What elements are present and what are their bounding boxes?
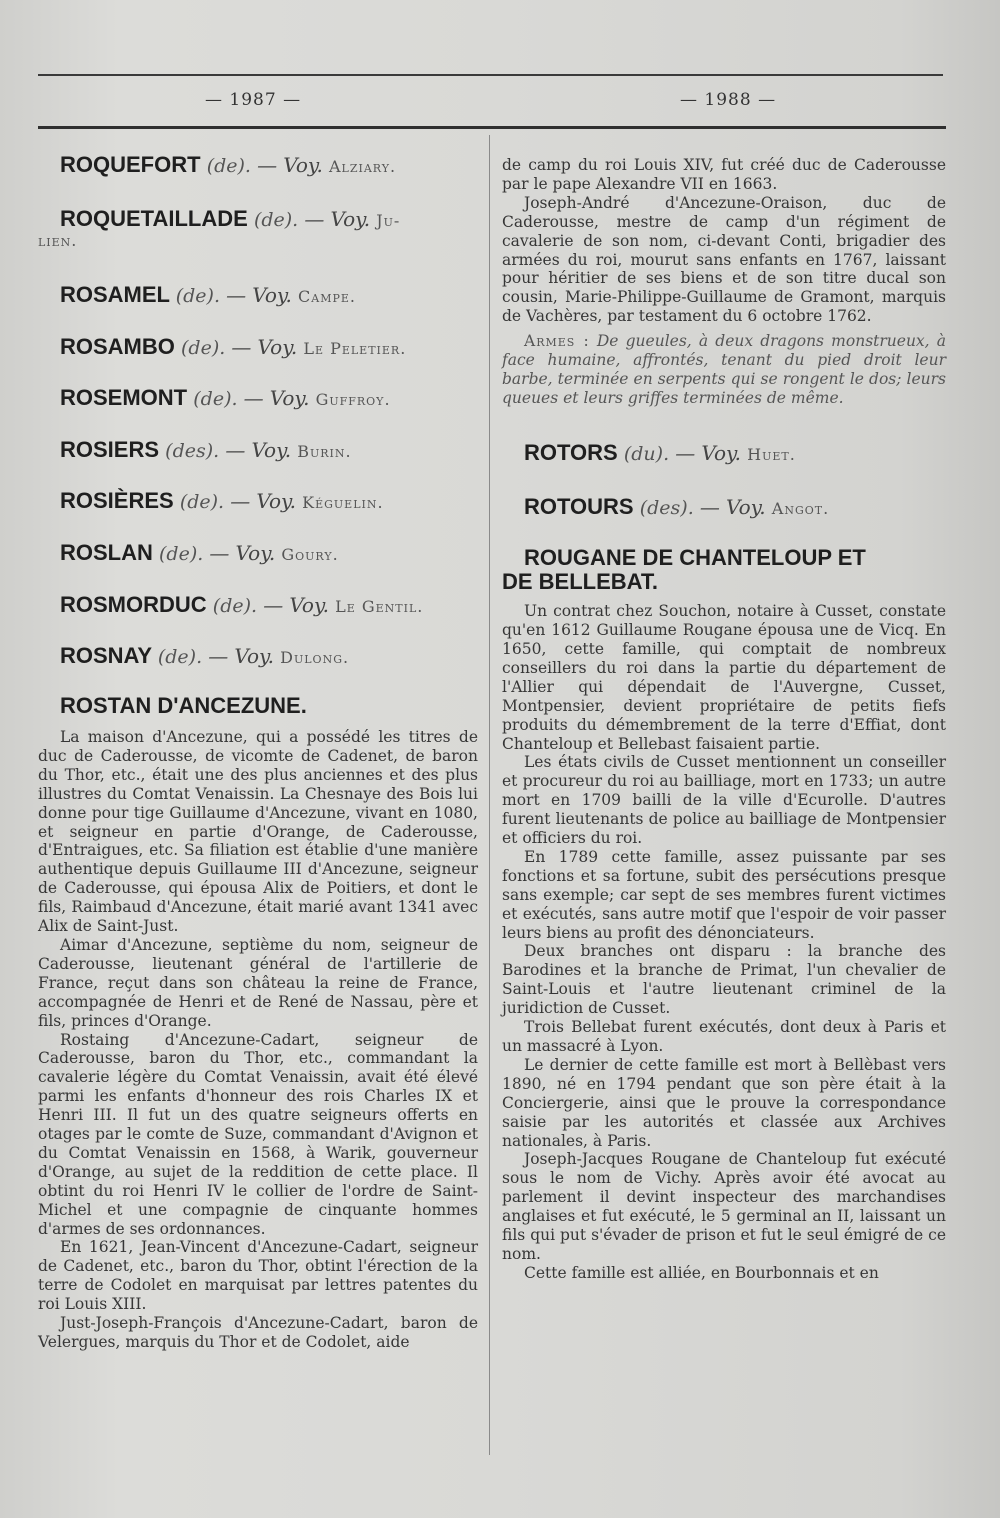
- entry-roquefort: ROQUEFORT (de). — Voy. Alziary.: [60, 152, 397, 177]
- rougane-paragraph: Les états civils de Cusset mentionnent un conseiller et procureur du roi au bailliage, mort en 1733; un autre mort en 1709 bailli de la ville d'Ecurolle. D'autres furent lieutenants de police au bailliage de Montpensier et officiers du roi.: [502, 753, 946, 848]
- rougane-paragraph: Le dernier de cette famille est mort à Bellèbast vers 1890, né en 1794 pendant que son père était à la Conciergerie, ainsi que le prouve la correspondance saisie par les autorités et classée aux Archives nationales, à Paris.: [502, 1055, 946, 1150]
- continuation-paragraph: de camp du roi Louis XIV, fut créé duc de Caderousse par le pape Alexandre VII en 1663.: [502, 156, 946, 193]
- arms-label: Armes :: [524, 332, 590, 351]
- rostan-paragraph: Just-Joseph-François d'Ancezune-Cadart, baron de Velergues, marquis du Thor et de Codolet, aide: [38, 1314, 478, 1351]
- rougane-paragraph: Deux branches ont disparu : la branche des Barodines et la branche de Primat, l'un chevalier de Saint-Louis et l'autre lieutenant criminel de la juridiction de Cusset.: [502, 942, 946, 1018]
- rougane-paragraph: En 1789 cette famille, assez puissante par ses fonctions et sa fortune, subit des persécutions presque sans exemple; car sept de ses membres furent victimes et exécutés, sans autre motif que l'espoir de voir passer leurs biens au profit des dénonciateurs.: [502, 847, 946, 942]
- rougane-paragraph: Cette famille est alliée, en Bourbonnais et en: [524, 1263, 879, 1282]
- entry-rosemont: ROSEMONT (de). — Voy. Guffroy.: [60, 385, 391, 410]
- page-number-right: — 1988 —: [680, 90, 777, 110]
- top-rule: [38, 74, 943, 76]
- entry-rotors: ROTORS (du). — Voy. Huet.: [524, 440, 796, 466]
- entry-rosiers: ROSIERS (des). — Voy. Burin.: [60, 437, 352, 462]
- arms-text: De gueules, à deux dragons monstrueux, à face humaine, affrontés, tenant du pied droit leur barbe, terminée en serpents qui se rongent le dos; leurs queues et leurs griffes terminées de même.: [502, 332, 946, 408]
- rostan-section: [38, 694, 478, 1352]
- rostan-paragraph: Aimar d'Ancezune, septième du nom, seigneur de Caderousse, lieutenant général de l'artillerie de France, reçut dans son château la reine de France, accompagnée de Henri et de René de Nassau, père et fils, princes d'Orange.: [38, 935, 478, 1030]
- header-rule: [38, 126, 946, 129]
- column-divider: [489, 135, 490, 1455]
- continuation-paragraph: Joseph-André d'Ancezune-Oraison, duc de Caderousse, mestre de camp d'un régiment de cavalerie de son nom, ci-devant Conti, brigadier des armées du roi, mourut sans enfants en 1767, laissant pour héritier de ses biens et de son titre ducal son cousin, Marie-Philippe-Guillaume de Gramont, marquis de Vachères, par testament du 6 octobre 1762.: [502, 193, 946, 326]
- entry-rotours: ROTOURS (des). — Voy. Angot.: [524, 494, 830, 520]
- entry-roquetaillade: ROQUETAILLADE (de). — Voy. Ju- lien.: [38, 206, 401, 250]
- rougane-paragraph: Un contrat chez Souchon, notaire à Cusset, constate qu'en 1612 Guillaume Rougane épousa une de Vicq. En 1650, cette famille, qui comptait de nombreux conseillers du roi dans la partie du département de l'Allier qui dépendait de l'Auvergne, Cusset, Montpensier, devient propriétaire de petits fiefs produits du démembrement de la terre d'Effiat, dont Chanteloup et Bellebast faisaient partie.: [502, 602, 946, 753]
- rougane-paragraph: Trois Bellebat furent exécutés, dont deux à Paris et un massacré à Lyon.: [502, 1018, 946, 1055]
- entry-rosmorduc: ROSMORDUC (de). — Voy. Le Gentil.: [60, 592, 424, 617]
- page-number-left: — 1987 —: [205, 90, 302, 110]
- arms-blazon: [502, 332, 946, 408]
- right-column: [502, 156, 946, 1283]
- entry-rosamel: ROSAMEL (de). — Voy. Campe.: [60, 282, 357, 307]
- rostan-paragraph: En 1621, Jean-Vincent d'Ancezune-Cadart, seigneur de Cadenet, etc., baron du Thor, obtint l'érection de la terre de Codolet en marquisat par lettres patentes du roi Louis XIII.: [38, 1238, 478, 1314]
- entry-rosieres: ROSIÈRES (de). — Voy. Kéguelin.: [60, 488, 384, 513]
- rostan-heading: ROSTAN D'ANCEZUNE.: [60, 693, 307, 718]
- rougane-heading-line2: DE BELLEBAT.: [502, 569, 659, 595]
- entry-rosnay: ROSNAY (de). — Voy. Dulong.: [60, 643, 350, 668]
- entry-roslan: ROSLAN (de). — Voy. Goury.: [60, 540, 339, 565]
- rougane-heading-line1: ROUGANE DE CHANTELOUP ET: [524, 545, 866, 571]
- rougane-paragraph: Joseph-Jacques Rougane de Chanteloup fut exécuté sous le nom de Vichy. Après avoir été avocat au parlement il devint inspecteur des marchandises anglaises et fut exécuté, le 5 germinal an II, laissant un fils qui put s'évader de prison et fut le seul émigré de ce nom.: [502, 1150, 946, 1263]
- rostan-paragraph: La maison d'Ancezune, qui a possédé les titres de duc de Caderousse, de vicomte de Cadenet, de baron du Thor, etc., était une des plus anciennes et des plus illustres du Comtat Venaissin. La Chesnaye des Bois lui donne pour tige Guillaume d'Ancezune, vivant en 1080, et seigneur en partie d'Orange, de Caderousse, d'Entraigues, etc. Sa filiation est établie d'une manière authentique depuis Guillaume III d'Ancezune, seigneur de Caderousse, qui épousa Alix de Poitiers, et dont le fils, Raimbaud d'Ancezune, était marié avant 1341 avec Alix de Saint-Just.: [38, 728, 478, 936]
- entry-rosambo: ROSAMBO (de). — Voy. Le Peletier.: [60, 334, 407, 359]
- rostan-paragraph: Rostaing d'Ancezune-Cadart, seigneur de Caderousse, baron du Thor, etc., commandant la cavalerie légère du Comtat Venaissin, avait été élevé parmi les enfants d'honneur des rois Charles IX et Henri III. Il fut un des quatre seigneurs offerts en otages par le comte de Suze, commandant d'Avignon et du Comtat Venaissin en 1568, à Warik, gouverneur d'Orange, au sujet de la reddition de cette place. Il obtint du roi Henri IV le collier de l'ordre de Saint-Michel et une compagnie de cinquante hommes d'armes de ses ordonnances.: [38, 1030, 478, 1238]
